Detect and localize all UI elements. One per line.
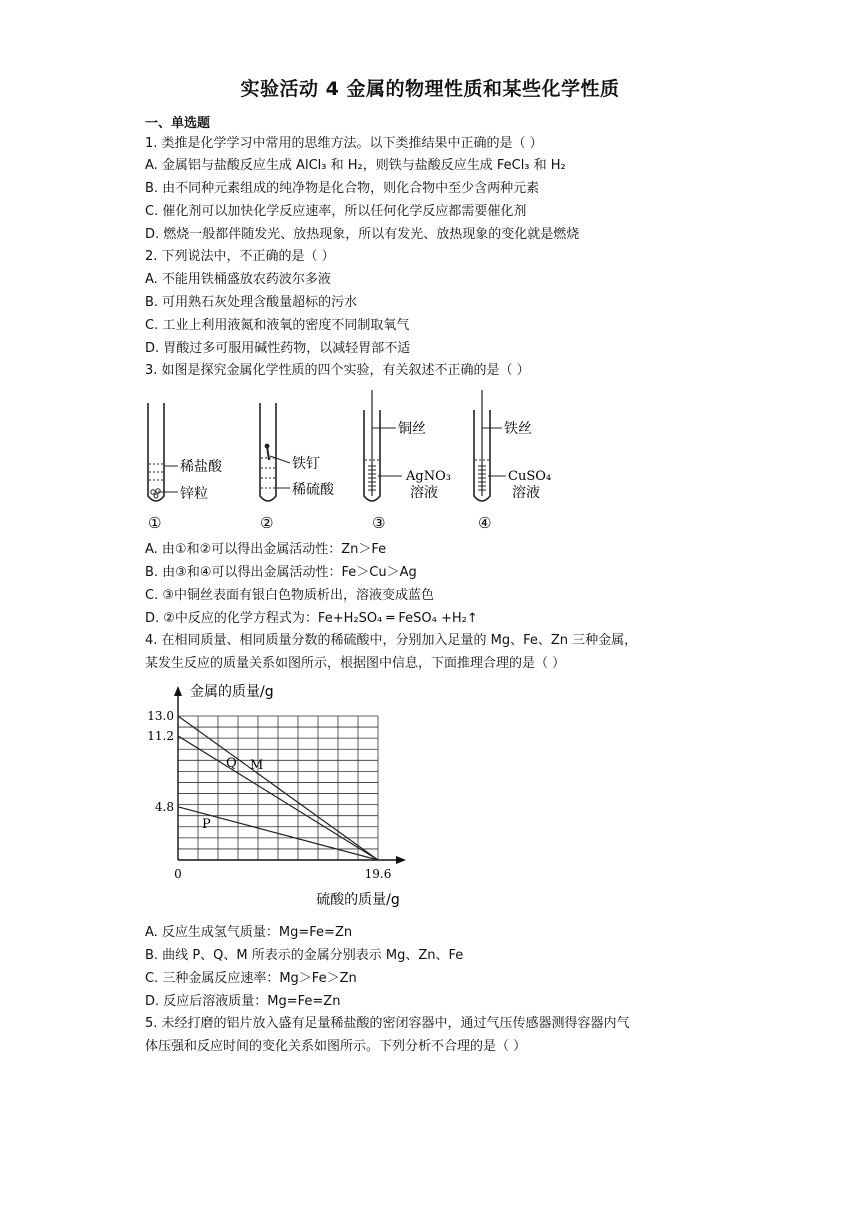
tube4-label-solution: 溶液 xyxy=(512,485,540,501)
chart-labels xyxy=(147,684,400,908)
test-tube-3 xyxy=(364,390,451,532)
q4-option-b: B. 曲线 P、Q、M 所表示的金属分别表示 Mg、Zn、Fe xyxy=(145,948,464,963)
q5-stem-line1: 5. 未经打磨的铝片放入盛有足量稀盐酸的密闭容器中，通过气压传感器测得容器内气 xyxy=(145,1016,630,1031)
y-axis-label: 金属的质量/g xyxy=(190,684,274,700)
q3-stem: 3. 如图是探究金属化学性质的四个实验，有关叙述不正确的是（ ） xyxy=(145,363,530,378)
test-tube-4 xyxy=(474,390,551,532)
test-tubes-figure xyxy=(140,388,560,534)
q2-option-d: D. 胃酸过多可服用碱性药物，以减轻胃部不适 xyxy=(145,341,411,356)
q2-option-c: C. 工业上利用液氮和液氧的密度不同制取氧气 xyxy=(145,318,410,333)
series-label-P: P xyxy=(202,817,211,833)
q4-option-c: C. 三种金属反应速率：Mg＞Fe＞Zn xyxy=(145,971,357,986)
tube1-number: ① xyxy=(148,514,162,532)
q4-stem-line2: 某发生反应的质量关系如图所示，根据图中信息，下面推理合理的是（ ） xyxy=(145,656,566,671)
x-tick-label: 19.6 xyxy=(364,867,392,881)
tube3-label-solution: 溶液 xyxy=(410,485,438,501)
tube2-label-acid: 稀硫酸 xyxy=(292,482,334,498)
tube3-label-wire: 铜丝 xyxy=(398,421,426,437)
page-title: 实验活动 4 金属的物理性质和某些化学性质 xyxy=(240,78,620,100)
tube1-label-acid: 稀盐酸 xyxy=(180,459,222,475)
test-tube-1 xyxy=(148,403,223,532)
tube2-number: ② xyxy=(260,514,274,532)
mass-chart xyxy=(140,680,430,920)
q4-stem-line1: 4. 在相同质量、相同质量分数的稀硫酸中，分别加入足量的 Mg、Fe、Zn 三种金属， xyxy=(145,633,638,648)
q3-option-c: C. ③中铜丝表面有银白色物质析出，溶液变成蓝色 xyxy=(145,588,434,603)
test-tube-2 xyxy=(260,403,335,532)
tube3-number: ③ xyxy=(372,514,386,532)
chart-axes xyxy=(174,686,406,864)
q5-stem-line2: 体压强和反应时间的变化关系如图所示。下列分析不合理的是（ ） xyxy=(145,1039,527,1054)
x-tick-label: 0 xyxy=(174,867,182,881)
q3-option-b: B. 由③和④可以得出金属活动性：Fe＞Cu＞Ag xyxy=(145,565,417,580)
y-axis-arrow xyxy=(174,686,182,696)
q1-option-d: D. 燃烧一般都伴随发光、放热现象，所以有发光、放热现象的变化就是燃烧 xyxy=(145,227,580,242)
x-axis-arrow xyxy=(396,856,406,864)
y-tick-label: 11.2 xyxy=(147,728,174,743)
y-tick-label: 13.0 xyxy=(147,709,174,723)
series-label-Q: Q xyxy=(226,756,237,772)
tube4-label-formula: CuSO₄ xyxy=(508,469,552,484)
q2-stem: 2. 下列说法中，不正确的是（ ） xyxy=(145,249,335,264)
x-axis-label: 硫酸的质量/g xyxy=(316,892,400,908)
tube3-label-formula: AgNO₃ xyxy=(406,469,451,484)
tube1-label-zinc: 锌粒 xyxy=(180,486,208,502)
q4-option-a: A. 反应生成氢气质量：Mg=Fe=Zn xyxy=(145,925,353,940)
q1-stem: 1. 类推是化学学习中常用的思维方法。以下类推结果中正确的是（ ） xyxy=(145,136,543,151)
q3-option-a: A. 由①和②可以得出金属活动性：Zn＞Fe xyxy=(145,542,387,557)
section-heading: 一、单选题 xyxy=(145,116,211,131)
tube4-number: ④ xyxy=(478,514,492,532)
tube4-label-wire: 铁丝 xyxy=(504,421,532,437)
q4-option-d: D. 反应后溶液质量：Mg=Fe=Zn xyxy=(145,994,341,1009)
q2-option-b: B. 可用熟石灰处理含酸量超标的污水 xyxy=(145,295,358,310)
q1-option-c: C. 催化剂可以加快化学反应速率，所以任何化学反应都需要催化剂 xyxy=(145,204,527,219)
series-label-M: M xyxy=(250,757,264,773)
y-tick-label: 4.8 xyxy=(154,799,174,814)
tube2-label-nail: 铁钉 xyxy=(292,456,320,472)
q1-option-b: B. 由不同种元素组成的纯净物是化合物，则化合物中至少含两种元素 xyxy=(145,181,540,196)
q2-option-a: A. 不能用铁桶盛放农药波尔多液 xyxy=(145,272,331,287)
q1-option-a: A. 金属铝与盐酸反应生成 AlCl₃ 和 H₂，则铁与盐酸反应生成 FeCl₃ 和 H₂ xyxy=(145,158,566,173)
q3-option-d: D. ②中反应的化学方程式为：Fe+H₂SO₄ ═ FeSO₄ +H₂↑ xyxy=(145,611,478,626)
